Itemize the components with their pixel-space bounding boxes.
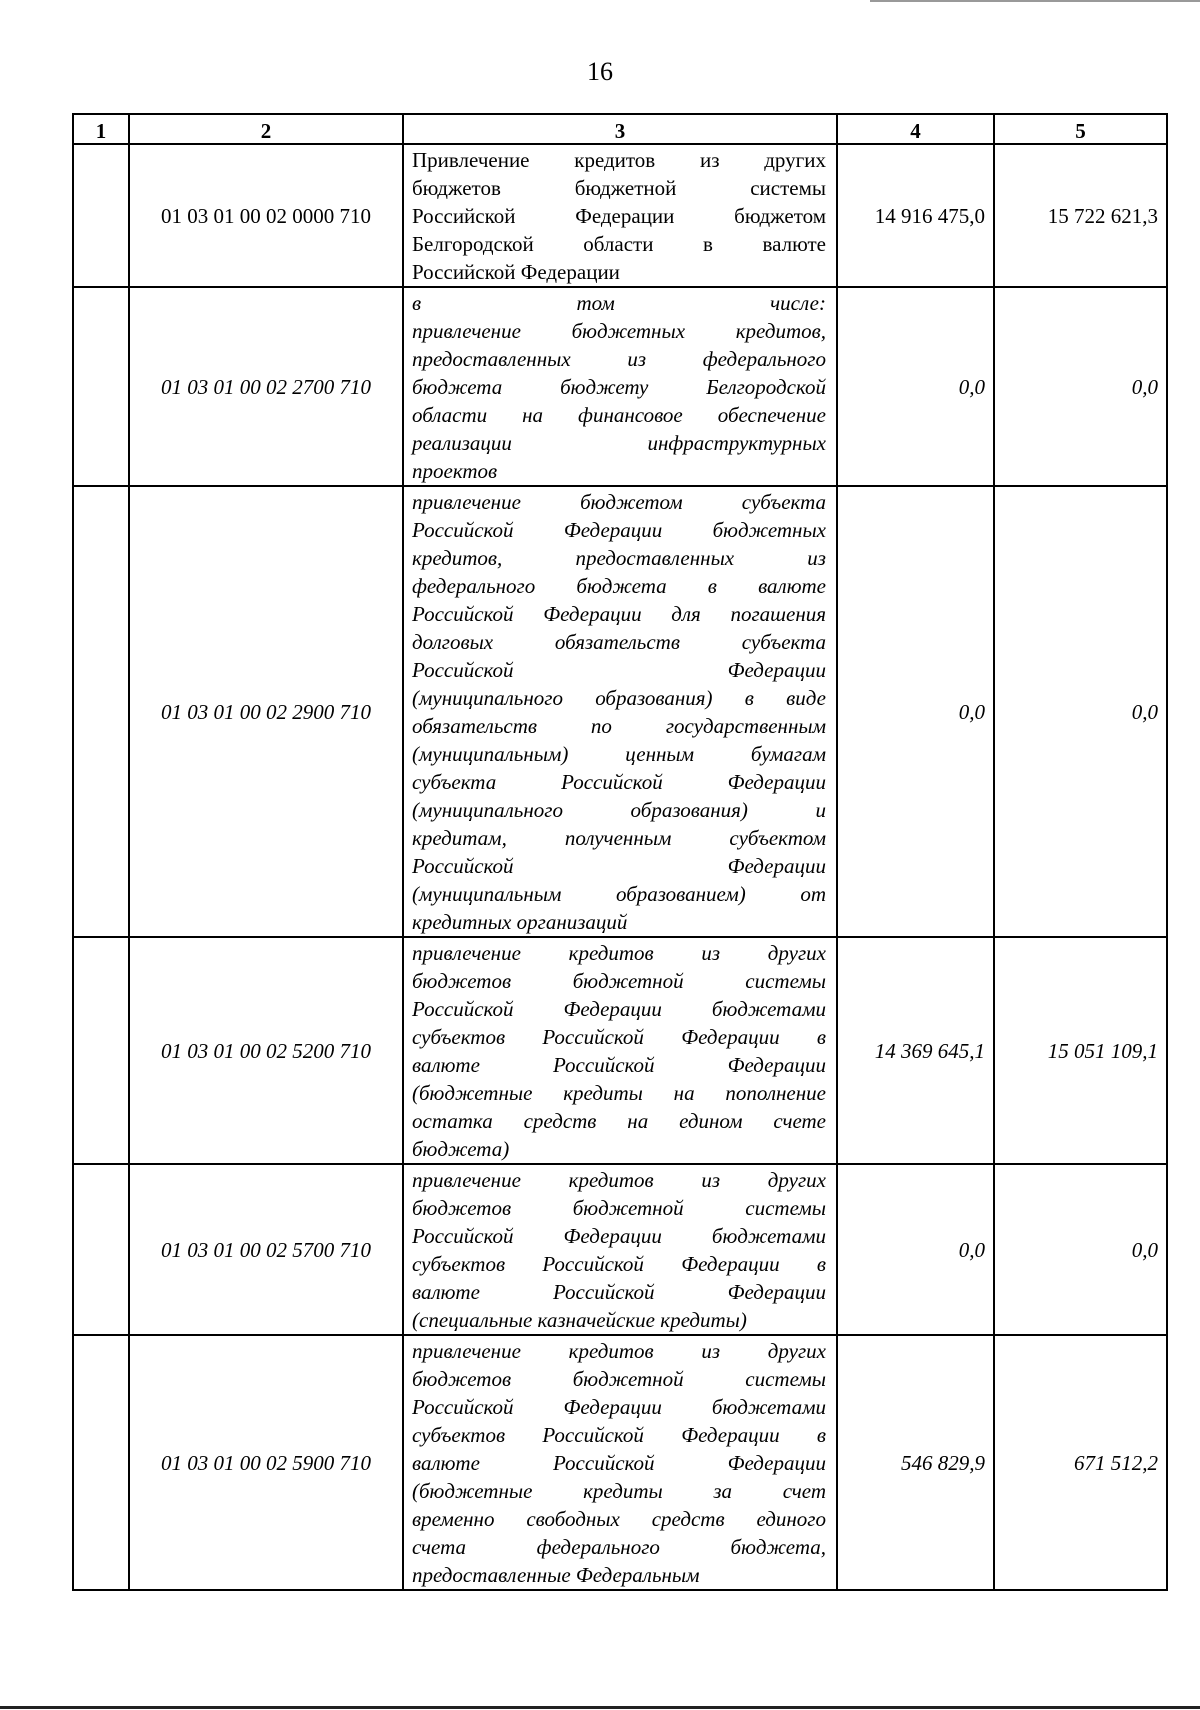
row-number-cell xyxy=(73,144,129,287)
column-header-4: 4 xyxy=(837,114,994,144)
description-text xyxy=(404,288,836,485)
column-header-2: 2 xyxy=(129,114,403,144)
description-cell xyxy=(403,1335,837,1590)
amount-year-2-cell: 671 512,2 xyxy=(994,1335,1167,1590)
description-text xyxy=(404,487,836,936)
amount-year-2-cell: 0,0 xyxy=(994,287,1167,486)
description-line: бюджетов бюджетной системы xyxy=(412,1367,826,1391)
description-line: реализации инфраструктурных xyxy=(412,431,826,455)
description-text xyxy=(404,145,836,286)
description-line: бюджета бюджету Белгородской xyxy=(412,375,826,399)
description-line: привлечение бюджетных кредитов, xyxy=(412,319,826,343)
description-cell xyxy=(403,144,837,287)
amount-year-2-cell: 15 051 109,1 xyxy=(994,937,1167,1164)
description-line: валюте Российской Федерации xyxy=(412,1053,826,1077)
description-line: остатка средств на едином счете xyxy=(412,1109,826,1133)
description-cell xyxy=(403,937,837,1164)
description-line: бюджета) xyxy=(412,1137,510,1161)
amount-year-2-cell: 15 722 621,3 xyxy=(994,144,1167,287)
table-row xyxy=(73,287,1167,486)
description-line: Российской Федерации бюджетных xyxy=(412,518,826,542)
description-line: (муниципального образования) в виде xyxy=(412,686,826,710)
description-line: Белгородской области в валюте xyxy=(412,232,826,256)
table-header-row xyxy=(73,114,1167,144)
budget-code-cell: 01 03 01 00 02 2900 710 xyxy=(129,486,403,937)
amount-year-1-cell: 0,0 xyxy=(837,1164,994,1335)
description-line: (муниципальным) ценным бумагам xyxy=(412,742,826,766)
description-line: Российской Федерации бюджетом xyxy=(412,204,826,228)
budget-code-cell: 01 03 01 00 02 5200 710 xyxy=(129,937,403,1164)
description-line: федерального бюджета в валюте xyxy=(412,574,826,598)
description-line: (муниципального образования) и xyxy=(412,798,826,822)
scan-edge-top xyxy=(870,0,1200,2)
amount-year-1-cell: 0,0 xyxy=(837,287,994,486)
description-text xyxy=(404,938,836,1163)
description-line: субъектов Российской Федерации в xyxy=(412,1252,826,1276)
amount-year-1-cell: 546 829,9 xyxy=(837,1335,994,1590)
description-line: субъектов Российской Федерации в xyxy=(412,1025,826,1049)
description-line: предоставленные Федеральным xyxy=(412,1563,700,1587)
description-text xyxy=(404,1165,836,1334)
scan-edge-bottom xyxy=(0,1706,1200,1709)
description-line: кредитов, предоставленных из xyxy=(412,546,826,570)
budget-code-cell: 01 03 01 00 02 5700 710 xyxy=(129,1164,403,1335)
description-line: привлечение кредитов из других xyxy=(412,941,826,965)
description-line: валюте Российской Федерации xyxy=(412,1280,826,1304)
description-line: (бюджетные кредиты на пополнение xyxy=(412,1081,826,1105)
budget-sources-table xyxy=(72,113,1168,1591)
description-line: обязательств по государственным xyxy=(412,714,826,738)
description-line: Российской Федерации xyxy=(412,854,826,878)
description-line: предоставленных из федерального xyxy=(412,347,826,371)
budget-code-cell: 01 03 01 00 02 5900 710 xyxy=(129,1335,403,1590)
description-cell xyxy=(403,486,837,937)
description-line: кредитам, полученным субъектом xyxy=(412,826,826,850)
description-line: бюджетов бюджетной системы xyxy=(412,969,826,993)
description-line: Российской Федерации для погашения xyxy=(412,602,826,626)
row-number-cell xyxy=(73,1164,129,1335)
column-header-1: 1 xyxy=(73,114,129,144)
amount-year-2-cell: 0,0 xyxy=(994,1164,1167,1335)
amount-year-1-cell: 0,0 xyxy=(837,486,994,937)
description-line: проектов xyxy=(412,459,498,483)
row-number-cell xyxy=(73,287,129,486)
amount-year-2-cell: 0,0 xyxy=(994,486,1167,937)
description-line: бюджетов бюджетной системы xyxy=(412,176,826,200)
description-line: субъектов Российской Федерации в xyxy=(412,1423,826,1447)
description-line: привлечение кредитов из других xyxy=(412,1339,826,1363)
description-line: Российской Федерации бюджетами xyxy=(412,1395,826,1419)
description-line: (специальные казначейские кредиты) xyxy=(412,1308,747,1332)
row-number-cell xyxy=(73,1335,129,1590)
description-line: временно свободных средств единого xyxy=(412,1507,826,1531)
table-row xyxy=(73,1335,1167,1590)
table-row xyxy=(73,1164,1167,1335)
description-line: привлечение кредитов из других xyxy=(412,1168,826,1192)
budget-code-cell: 01 03 01 00 02 0000 710 xyxy=(129,144,403,287)
description-line: (муниципальным образованием) от xyxy=(412,882,826,906)
description-line: кредитных организаций xyxy=(412,910,628,934)
description-text xyxy=(404,1336,836,1589)
description-line: счета федерального бюджета, xyxy=(412,1535,826,1559)
description-line: области на финансовое обеспечение xyxy=(412,403,826,427)
column-header-5: 5 xyxy=(994,114,1167,144)
description-line: субъекта Российской Федерации xyxy=(412,770,826,794)
amount-year-1-cell: 14 369 645,1 xyxy=(837,937,994,1164)
description-line: валюте Российской Федерации xyxy=(412,1451,826,1475)
description-cell xyxy=(403,1164,837,1335)
amount-year-1-cell: 14 916 475,0 xyxy=(837,144,994,287)
table-row xyxy=(73,937,1167,1164)
description-line: привлечение бюджетом субъекта xyxy=(412,490,826,514)
row-number-cell xyxy=(73,937,129,1164)
description-line: Привлечение кредитов из других xyxy=(412,148,826,172)
description-line: Российской Федерации бюджетами xyxy=(412,1224,826,1248)
description-line: (бюджетные кредиты за счет xyxy=(412,1479,826,1503)
description-line: Российской Федерации xyxy=(412,658,826,682)
row-number-cell xyxy=(73,486,129,937)
column-header-3: 3 xyxy=(403,114,837,144)
description-line: Российской Федерации бюджетами xyxy=(412,997,826,1021)
description-line: Российской Федерации xyxy=(412,260,620,284)
page-number: 16 xyxy=(587,57,613,86)
description-line: долговых обязательств субъекта xyxy=(412,630,826,654)
description-cell xyxy=(403,287,837,486)
table-row xyxy=(73,486,1167,937)
table-row xyxy=(73,144,1167,287)
budget-code-cell: 01 03 01 00 02 2700 710 xyxy=(129,287,403,486)
description-line: бюджетов бюджетной системы xyxy=(412,1196,826,1220)
description-line: в том числе: xyxy=(412,291,826,315)
